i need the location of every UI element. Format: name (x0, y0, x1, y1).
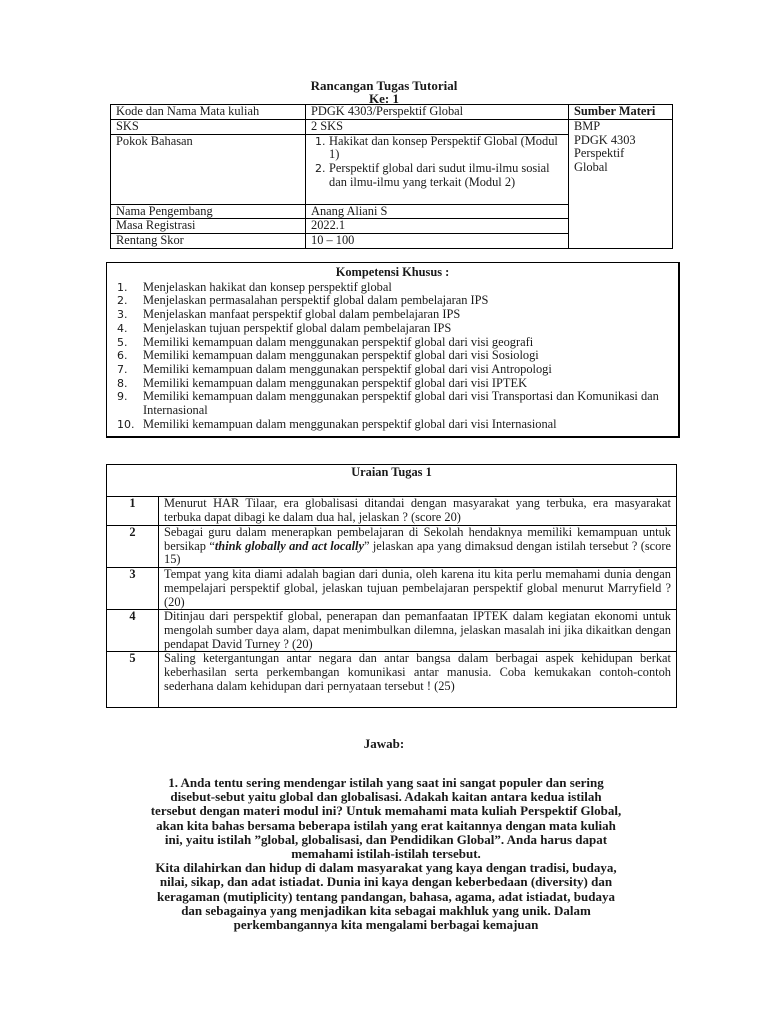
kompetensi-item: 1. Menjelaskan hakikat dan konsep perspektif global (117, 279, 392, 294)
course-code-label: Kode dan Nama Mata kuliah (111, 105, 306, 120)
tugas-text: Saling ketergantungan antar negara dan antar bangsa dalam berbagai aspek kehidupan berkat keberhasilan serta perkembangan komunikasi antar manusia. Coba kemukakan contoh-contoh sederhana dalam kehidupan dari pernyataan tersebut ! (25) (159, 652, 677, 708)
kompetensi-item: 9. Memiliki kemampuan dalam menggunakan perspektif global dari visi Transportasi dan Komunikasi dan Internasional (117, 389, 659, 418)
registrasi-value: 2022.1 (306, 219, 569, 234)
pengembang-value: Anang Aliani S (306, 204, 569, 219)
tugas-text: Menurut HAR Tilaar, era globalisasi ditandai dengan masyarakat yang terbuka, era masyarakat terbuka dapat dibagi ke dalam dua hal, jelaskan ? (score 20) (159, 497, 677, 526)
sumber-materi-cell (569, 120, 673, 249)
kompetensi-item: 8. Memiliki kemampuan dalam menggunakan perspektif global dari visi IPTEK (117, 375, 528, 390)
rentang-skor-value: 10 – 100 (306, 234, 569, 249)
registrasi-label: Masa Registrasi (111, 219, 306, 234)
tugas-number: 2 (107, 526, 159, 568)
tugas-number: 4 (107, 610, 159, 652)
kompetensi-title: Kompetensi Khusus : (335, 265, 450, 279)
uraian-tugas-title: Uraian Tugas 1 (107, 465, 677, 497)
tugas-number: 3 (107, 568, 159, 610)
pokok-bahasan-item: 1. Hakikat dan konsep Perspektif Global (Modul 1) (315, 133, 558, 162)
course-code-value: PDGK 4303/Perspektif Global (306, 105, 569, 120)
tugas-text: Sebagai guru dalam menerapkan pembelajaran di Sekolah hendaknya memiliki kemampuan untuk bersikap “think globally and act locally” jelaskan apa yang dimaksud dengan istilah tersebut ? (score 15) (159, 526, 677, 568)
kompetensi-item: 3. Menjelaskan manfaat perspektif global dalam pembelajaran IPS (117, 307, 461, 322)
rentang-skor-label: Rentang Skor (111, 234, 306, 249)
uraian-tugas-table (106, 464, 677, 708)
tugas-emphasis: think globally and act locally (214, 538, 364, 553)
kompetensi-item: 10. Memiliki kemampuan dalam menggunakan perspektif global dari visi Internasional (117, 416, 557, 431)
kompetensi-item: 5. Memiliki kemampuan dalam menggunakan perspektif global dari visi geografi (117, 334, 534, 349)
kompetensi-item: 7. Memiliki kemampuan dalam menggunakan perspektif global dari visi Antropologi (117, 361, 552, 376)
tugas-number: 1 (107, 497, 159, 526)
pokok-bahasan-list (306, 134, 569, 204)
tugas-number: 5 (107, 652, 159, 708)
tugas-text: Ditinjau dari perspektif global, penerapan dan pemanfaatan IPTEK dalam kegiatan ekonomi untuk mengolah sumber daya alam, dapat menimbulkan dilemna, jelaskan masalah ini jika dikaitkan dengan pendapat David Turney ? (20) (159, 610, 677, 652)
pokok-bahasan-label: Pokok Bahasan (111, 134, 306, 204)
course-info-table (110, 104, 673, 249)
sumber-line: BMP (574, 119, 601, 133)
jawab-heading: Jawab: (363, 736, 405, 751)
kompetensi-item: 4. Menjelaskan tujuan perspektif global dalam pembelajaran IPS (117, 320, 452, 335)
sumber-materi-header: Sumber Materi (569, 105, 673, 120)
sumber-line: PDGK 4303 (574, 132, 636, 147)
sks-value: 2 SKS (306, 120, 569, 135)
kompetensi-item: 6. Memiliki kemampuan dalam menggunakan perspektif global dari visi Sosiologi (117, 348, 539, 363)
document-title: Rancangan Tugas Tutorial (310, 78, 458, 93)
answer-paragraph: 1. Anda tentu sering mendengar istilah yang saat ini sangat populer dan sering disebut-sebut yaitu global dan globalisasi. Adakah kaitan antara kedua istilah tersebut dengan materi modul ini? Untuk memahami mata kuliah Perspektif Global, akan kita bahas bersama beberapa istilah yang erat kaitannya dengan mata kuliah ini, yaitu istilah ”global, globalisasi, dan Pendidikan Global”. Anda harus dapat memahami istilah-istilah tersebut. (150, 775, 622, 862)
sks-label: SKS (111, 120, 306, 135)
answer-paragraph: Kita dilahirkan dan hidup di dalam masyarakat yang kaya dengan tradisi, budaya, nilai, sikap, dan adat istiadat. Dunia ini kaya dengan keberbedaan (diversity) dan keragaman (mutiplicity) tentang pandangan, bahasa, agama, adat istiadat, budaya dan sebagainya yang menjadikan kita sebagai makhluk yang unik. Dalam perkembangannya kita mengalami berbagai kemajuan (155, 860, 617, 933)
sumber-line: Global (574, 160, 608, 175)
answer-body (150, 776, 622, 932)
pokok-bahasan-item: 2. Perspektif global dari sudut ilmu-ilmu sosial dan ilmu-ilmu yang terkait (Modul 2) (315, 161, 550, 189)
pengembang-label: Nama Pengembang (111, 204, 306, 219)
document-subtitle: Ke: 1 (369, 91, 399, 106)
kompetensi-khusus-box (106, 262, 680, 438)
kompetensi-item: 2. Menjelaskan permasalahan perspektif global dalam pembelajaran IPS (117, 293, 489, 308)
tugas-text: Tempat yang kita diami adalah bagian dari dunia, oleh karena itu kita perlu memahami dunia dengan mempelajari perspektif global, jelaskan tujuan pembelajaran perspektif global menurut Marryfield ? (20) (159, 568, 677, 610)
sumber-line: Perspektif (574, 146, 625, 161)
